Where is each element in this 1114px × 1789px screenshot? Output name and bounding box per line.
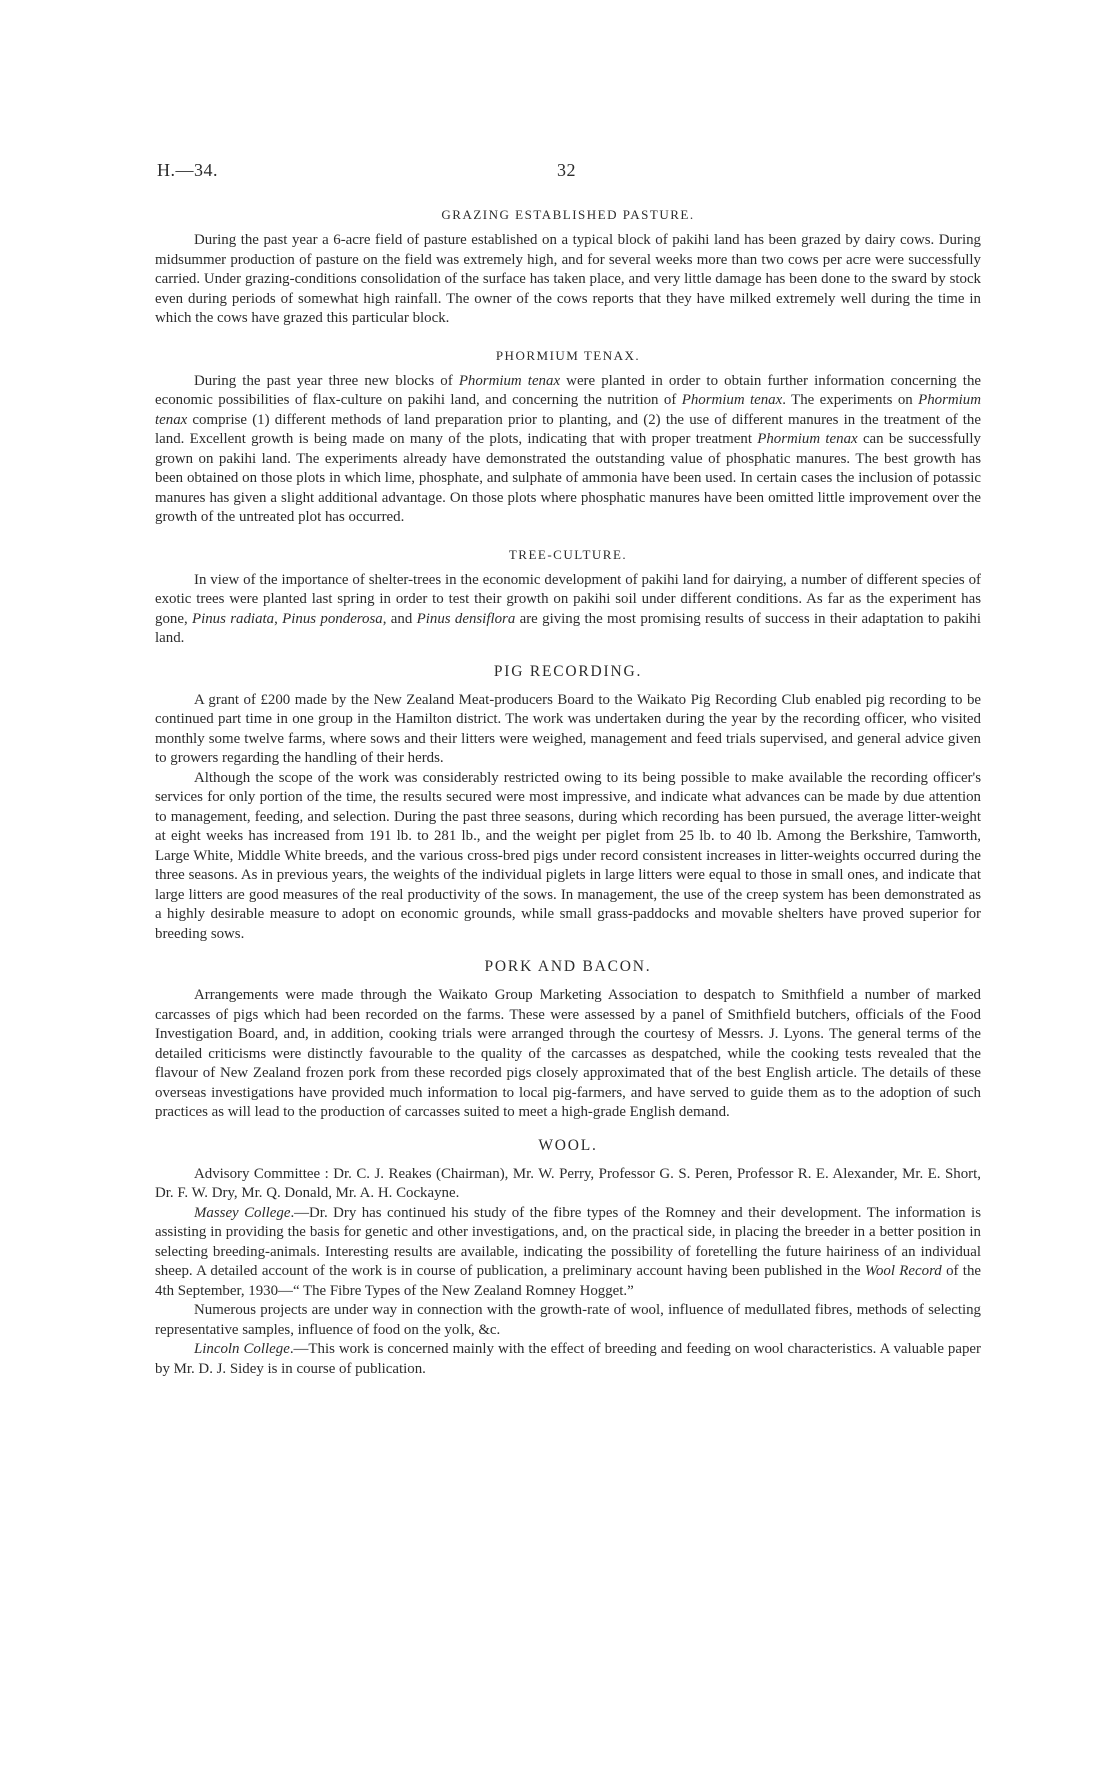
paragraph: During the past year a 6-acre field of pasture established on a typical block of pakihi land has been grazed by dairy cows. During midsummer production of pasture on the field was extremely high, and for several weeks more than two cows per acre were successfully carried. Under grazing-conditions consolidation of the surface has taken place, and very little damage has been done to the sward by stock even during periods of somewhat high rainfall. The owner of the cows reports that they have milked extremely well during the time in which the cows have grazed this particular block.	[155, 232, 981, 326]
section-title-phormium: PHORMIUM TENAX.	[495, 347, 641, 363]
section-title-tree-culture: TREE-CULTURE.	[508, 546, 628, 562]
section-title-wool: WOOL.	[538, 1136, 598, 1154]
paragraph: Although the scope of the work was considerably restricted owing to its being possible to make available the recording officer's services for only portion of the time, the results secured were most impressive, and indicate what advances can be made by due attention to management, feeding, and selection. During the past three seasons, during which recording has been pursued, the average litter-weight at eight weeks has increased from 191 lb. to 281 lb., and the weight per piglet from 25 lb. to 40 lb. Among the Berkshire, Tamworth, Large White, Middle White breeds, and the various cross-bred pigs under record consistent increases in litter-weights occurred during the three seasons. As in previous years, the weights of the individual piglets in large litters were equal to those in small ones, and indicate that large litters are good measures of the real productivity of the sows. In management, the use of the creep system has been demonstrated as a highly desirable measure to adopt on economic grounds, while small grass-paddocks and movable shelters have proved superior for breeding sows.	[155, 769, 981, 942]
paragraph: In view of the importance of shelter-trees in the economic development of pakihi land for dairying, a number of different species of exotic trees were planted last spring in order to test their growth on pakihi soil under different conditions. As far as the experiment has gone, Pinus radiata, Pinus ponderosa, and Pinus densiflora are giving the most promising results of success in their adaptation to pakihi land.	[155, 571, 981, 646]
report-code: H.—34.	[157, 160, 218, 180]
paragraph: Massey College.—Dr. Dry has continued his study of the fibre types of the Romney and their development. The information is assisting in providing the basis for genetic and other investigations, and, on the practical side, in placing the breeder in a better position in selecting breeding-animals. Interesting results are available, indicating the possibility of foretelling the future hairiness of an individual sheep. A detailed account of the work is in course of publication, a preliminary account having been published in the Wool Record of the 4th September, 1930—“ The Fibre Types of the New Zealand Romney Hogget.”	[155, 1204, 981, 1299]
section-title-pork-and-bacon: PORK AND BACON.	[484, 958, 652, 975]
paragraph: A grant of £200 made by the New Zealand Meat-producers Board to the Waikato Pig Recording Club enabled pig recording to be continued part time in one group in the Hamilton district. The work was undertaken during the year by the recording officer, who visited monthly some twelve farms, where sows and their litters were weighed, management and feed trials supervised, and general advice given to growers regarding the handling of their herds.	[155, 691, 981, 766]
section-title-grazing: GRAZING ESTABLISHED PASTURE.	[441, 207, 695, 222]
paragraph: Numerous projects are under way in connection with the growth-rate of wool, influence of medullated fibres, methods of selecting representative samples, influence of food on the yolk, &c.	[155, 1302, 981, 1338]
paragraph: During the past year three new blocks of Phormium tenax were planted in order to obtain further information concerning the economic possibilities of flax-culture on pakihi land, and concerning the nutrition of Phormium tenax. The experiments on Phormium tenax comprise (1) different methods of land preparation prior to planting, and (2) the use of different manures in the treatment of the land. Excellent growth is being made on many of the plots, indicating that with proper treatment Phormium tenax can be successfully grown on pakihi land. The experiments already have demonstrated the outstanding value of phosphatic manures. The best growth has been obtained on those plots in which lime, phosphate, and sulphate of ammonia have been used. In certain cases the inclusion of potassic manures has given a slight additional advantage. On those plots where phosphatic manures have been omitted little improvement over the growth of the untreated plot has occurred.	[155, 372, 982, 525]
section-title-pig-recording: PIG RECORDING.	[493, 662, 643, 680]
paragraph: Advisory Committee : Dr. C. J. Reakes (Chairman), Mr. W. Perry, Professor G. S. Peren, Professor R. E. Alexander, Mr. E. Short, Dr. F. W. Dry, Mr. Q. Donald, Mr. A. H. Cockayne.	[155, 1165, 981, 1201]
page-body	[155, 207, 981, 1379]
paragraph: Lincoln College.—This work is concerned mainly with the effect of breeding and feeding on wool characteristics. A valuable paper by Mr. D. J. Sidey is in course of publication.	[155, 1341, 981, 1377]
page-number: 32	[557, 160, 576, 180]
paragraph: Arrangements were made through the Waikato Group Marketing Association to despatch to Smithfield a number of marked carcasses of pigs which had been recorded on the farms. These were assessed by a panel of Smithfield butchers, officials of the Food Investigation Board, and, in addition, cooking trials were arranged through the courtesy of Messrs. J. Lyons. The general terms of the detailed criticisms were distinctly favourable to the quality of the carcasses as despatched, while the cooking tests revealed that the flavour of New Zealand frozen pork from these recorded pigs closely approximated that of the best English article. The details of these overseas investigations have provided much information to local pig-farmers, and have served to guide them as to the adoption of such practices as will lead to the production of carcasses suited to meet a high-grade English demand.	[155, 987, 981, 1120]
